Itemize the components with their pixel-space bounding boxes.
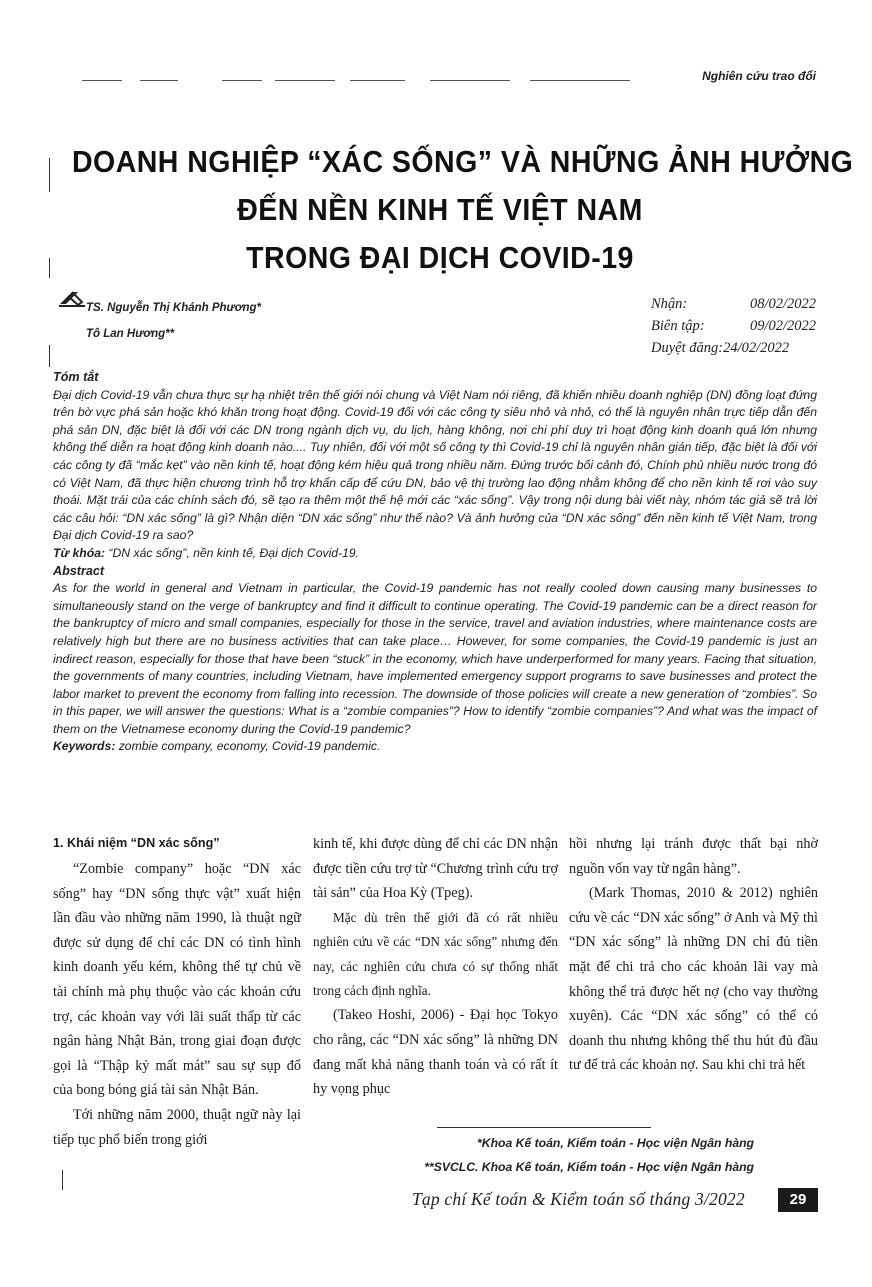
title-line: DOANH NGHIỆP “XÁC SỐNG” VÀ NHỮNG ẢNH HƯỞNG (72, 144, 854, 179)
margin-mark (49, 258, 50, 278)
footnotes (424, 1131, 754, 1179)
summary-text: Đại dịch Covid-19 vẫn chưa thực sự hạ nhiệt trên thế giới nói chung và Việt Nam nói riêng, đã khiến nhiều doanh nghiệp (DN) đồng loạt đứng trên bờ vực phá sản hoặc khó khăn trong hoạt động. Covid-19 đối với các công ty siêu nhỏ và nhỏ, có thể là nguyên nhân trực tiếp dẫn đến phá sản DN, đặc biệt là đối với các DN trong ngành dịch vụ, du lịch, hàng không, nơi chi phí duy trì hoạt động kinh doanh quá lớn nhưng không thể diễn ra hoạt động kinh doanh nào.... Tuy nhiên, đối với một số công ty thì Covid-19 chỉ là nguyên nhân gián tiếp, đặc biệt là đối với các công ty đã “mắc kẹt” vào nền kinh tế, hoạt động kém hiệu quả trong nhiều năm. Đứng trước bối cảnh đó, Chính phủ nhiều nước trong đó có Việt Nam, đã thực hiện chương trình hỗ trợ khẩn cấp để cứu DN, bảo vệ thị trường lao động nhằm không để cho nền kinh tế rơi vào suy thoái. Mặt trái của các chính sách đó, sẽ tạo ra thêm một thế hệ mới các “xác sống”. Vậy trong nội dung bài viết này, nhóm tác giả sẽ trả lời các câu hỏi: “DN xác sống” là gì? Nhận diện “DN xác sống” như thế nào? Và ảnh hưởng của “DN xác sống” đến nền kinh tế Việt Nam, trong Đại dịch Covid-19 ra sao? (53, 387, 817, 543)
date-block (651, 293, 816, 359)
pen-icon (58, 288, 86, 308)
footnote-rule (437, 1127, 651, 1128)
author-list (86, 295, 261, 347)
date-row (651, 337, 816, 359)
paragraph: hồi nhưng lại tránh được thất bại nhờ nguồn vốn vay từ ngân hàng”. (569, 836, 818, 877)
paragraph: (Mark Thomas, 2010 & 2012) nghiên cứu về các “DN xác sống” ở Anh và Mỹ thì “DN xác sống” là những DN chỉ đủ tiền mặt để chi trả cho các khoản lãi vay mà không thể trả được hết nợ (cho vay thường xuyên). Các “DN xác sống” có thể có doanh thu nhưng không thể thu hút đủ đầu tư để trả các khoản nợ. Sau khi chi trả hết (569, 885, 818, 1074)
title-line: ĐẾN NỀN KINH TẾ VIỆT NAM (237, 192, 643, 227)
date-row (651, 293, 816, 315)
journal-name: Tạp chí Kế toán & Kiểm toán số tháng 3/2022 (412, 1189, 745, 1209)
article-title (72, 138, 854, 282)
paragraph: Tới những năm 2000, thuật ngữ này lại tiếp tục phổ biến trong giới (53, 1106, 301, 1148)
date-label: Nhận: (651, 296, 688, 312)
date-value: 08/02/2022 (749, 296, 816, 312)
keywords-text: “DN xác sống”, nền kinh tế, Đại dịch Covid-19. (105, 545, 360, 560)
date-label: Biên tập: (651, 318, 705, 334)
abstract-keywords (53, 738, 817, 756)
date-value: 09/02/2022 (749, 318, 816, 334)
date-row (651, 315, 816, 337)
keywords-label: Keywords: (53, 739, 116, 754)
body-column-1 (53, 832, 301, 1152)
date-value: 24/02/2022 (723, 340, 790, 356)
keywords-label: Từ khóa: (53, 545, 106, 560)
abstract-block (53, 369, 817, 756)
summary-keywords (53, 545, 817, 563)
section-label: Nghiên cứu trao đổi (702, 69, 816, 83)
footnote: **SVCLC. Khoa Kế toán, Kiểm toán - Học viện Ngân hàng (424, 1160, 754, 1174)
body-column-3 (569, 832, 818, 1078)
body-column-2 (313, 832, 558, 1102)
author-name: TS. Nguyễn Thị Khánh Phương* (86, 302, 262, 314)
date-label: Duyệt đăng: (651, 340, 724, 356)
margin-mark (49, 345, 50, 367)
summary-heading: Tóm tắt (53, 370, 99, 384)
section-heading: 1. Khái niệm “DN xác sống” (53, 836, 220, 850)
keywords-text: zombie company, economy, Covid-19 pandemic. (115, 739, 381, 754)
footnote: *Khoa Kế toán, Kiểm toán - Học viện Ngân hàng (477, 1136, 754, 1150)
paragraph: Mặc dù trên thế giới đã có rất nhiều nghiên cứu về các “DN xác sống” nhưng đến nay, các nghiên cứu chưa có sự thống nhất trong cách định nghĩa. (313, 909, 558, 998)
paragraph: kinh tế, khi được dùng để chỉ các DN nhận được tiền cứu trợ từ “Chương trình cứu trợ tài sản” của Hoa Kỳ (Tpeg). (313, 836, 558, 902)
margin-mark (62, 1170, 63, 1190)
title-line: TRONG ĐẠI DỊCH COVID-19 (246, 240, 634, 275)
author-name: Tô Lan Hương** (86, 328, 175, 340)
page-number: 29 (778, 1188, 818, 1212)
abstract-heading: Abstract (53, 563, 105, 578)
abstract-text: As for the world in general and Vietnam in particular, the Covid-19 pandemic has not really cooled down causing many businesses to simultaneously stand on the verge of bankruptcy and find it difficult to continue operating. The Covid-19 pandemic can be a direct reason for the bankruptcy of micro and small companies, especially for those in the service, travel and aviation industries, where maintenance costs are relatively high but there are no business activities that can take place… However, for some companies, the Covid-19 pandemic is just an indirect reason, especially for those that have been “stuck” in the economy, which have underperformed for many years. Facing that situation, the governments of many countries, including Vietnam, have implemented emergency support programs to save businesses and protect the labor market to prevent the economy from falling into recession. The downside of those policies will create a new generation of “zombies”. So in this paper, we will answer the questions: What is a “zombie companies”? How to identify “zombie companies”? And what was the impact of them on the Vietnamese economy during the Covid-19 pandemic? (53, 581, 817, 736)
margin-mark (49, 158, 50, 192)
paragraph: (Takeo Hoshi, 2006) - Đại học Tokyo cho rằng, các “DN xác sống” là những DN đang mất khả năng thanh toán và có rất ít hy vọng phục (313, 1007, 558, 1098)
paragraph: “Zombie company” hoặc “DN xác sống” hay “DN sống thực vật” xuất hiện lần đầu vào những năm 1990, là thuật ngữ được sử dụng để chỉ các DN có tình hình kinh doanh yếu kém, không thể tự chủ về tài chính mà phụ thuộc vào các khoản cứu trợ, các khoản vay với lãi suất thấp từ các ngân hàng Nhật Bản, trong giai đoạn được gọi là “Thập kỷ mất mát” sau sự sụp đổ của bong bóng giá tài sản Nhật Bản. (53, 861, 301, 1099)
